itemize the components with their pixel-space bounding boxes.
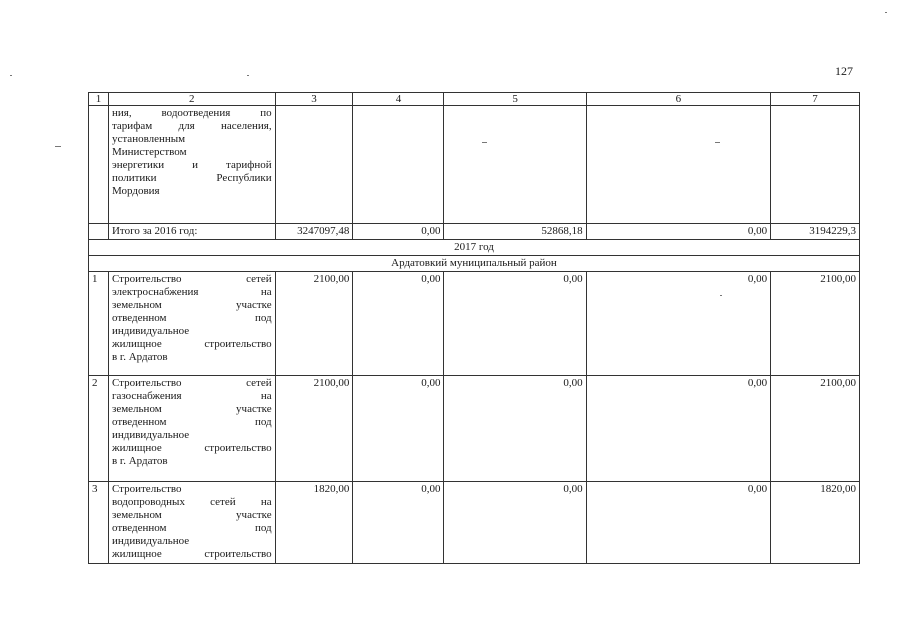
cell-value: 1820,00 bbox=[771, 482, 860, 564]
description-line: Министерством bbox=[111, 146, 187, 158]
cell-value bbox=[586, 106, 770, 224]
cell-value bbox=[353, 106, 444, 224]
header-cell: 7 bbox=[771, 93, 860, 106]
cell-value: 2100,00 bbox=[771, 376, 860, 482]
row-description bbox=[108, 272, 275, 376]
row-description bbox=[108, 376, 275, 482]
total-value: 3247097,48 bbox=[275, 224, 353, 240]
budget-table bbox=[88, 92, 860, 564]
description-line: энергетики и тарифной bbox=[111, 159, 272, 171]
description-line: Строительство сетей bbox=[111, 377, 272, 389]
table-row bbox=[89, 272, 860, 376]
total-value: 0,00 bbox=[353, 224, 444, 240]
description-line: водопроводных сетей на bbox=[111, 496, 272, 508]
cell-value: 2100,00 bbox=[771, 272, 860, 376]
description-line: Строительство bbox=[111, 483, 182, 495]
total-row bbox=[89, 224, 860, 240]
row-number bbox=[89, 224, 109, 240]
description-line: земельном участке bbox=[111, 299, 272, 311]
description-line: индивидуальное bbox=[111, 535, 190, 547]
description-line: ния, водоотведения по bbox=[111, 107, 272, 119]
scan-speck bbox=[715, 142, 720, 143]
column-number-row bbox=[89, 93, 860, 106]
scan-speck bbox=[482, 142, 487, 143]
page-number: 127 bbox=[835, 64, 853, 78]
description-line: жилищное строительство bbox=[111, 442, 272, 454]
description-line: отведенном под bbox=[111, 522, 272, 534]
cell-value bbox=[444, 106, 586, 224]
header-cell: 4 bbox=[353, 93, 444, 106]
description-line: земельном участке bbox=[111, 509, 272, 521]
total-label: Итого за 2016 год: bbox=[108, 224, 275, 240]
header-cell: 2 bbox=[108, 93, 275, 106]
row-description bbox=[108, 106, 275, 224]
cell-value: 0,00 bbox=[586, 376, 770, 482]
total-value: 52868,18 bbox=[444, 224, 586, 240]
description-line: земельном участке bbox=[111, 403, 272, 415]
district-heading-row bbox=[89, 256, 860, 272]
description-line: электроснабжения на bbox=[111, 286, 272, 298]
cell-value bbox=[275, 106, 353, 224]
cell-value: 0,00 bbox=[586, 272, 770, 376]
header-cell: 1 bbox=[89, 93, 109, 106]
year-heading-row bbox=[89, 240, 860, 256]
cell-value: 2100,00 bbox=[275, 272, 353, 376]
scan-speck bbox=[720, 295, 722, 296]
scan-speck bbox=[55, 146, 61, 147]
cell-value: 0,00 bbox=[353, 376, 444, 482]
cell-value: 2100,00 bbox=[275, 376, 353, 482]
district-heading: Ардатовкий муниципальный район bbox=[89, 256, 860, 272]
description-line: газоснабжения на bbox=[111, 390, 272, 402]
description-line: установленным bbox=[111, 133, 186, 145]
row-number: 3 bbox=[89, 482, 109, 564]
cell-value: 0,00 bbox=[586, 482, 770, 564]
cell-value: 0,00 bbox=[444, 482, 586, 564]
total-value: 3194229,3 bbox=[771, 224, 860, 240]
description-line: жилищное строительство bbox=[111, 338, 272, 350]
description-line: в г. Ардатов bbox=[111, 351, 168, 363]
description-line: Мордовия bbox=[111, 185, 160, 197]
row-number bbox=[89, 106, 109, 224]
scan-speck bbox=[885, 12, 887, 13]
cell-value bbox=[771, 106, 860, 224]
cell-value: 0,00 bbox=[444, 376, 586, 482]
description-line: политики Республики bbox=[111, 172, 272, 184]
header-cell: 3 bbox=[275, 93, 353, 106]
continuation-row bbox=[89, 106, 860, 224]
row-description bbox=[108, 482, 275, 564]
description-line: тарифам для населения, bbox=[111, 120, 272, 132]
cell-value: 0,00 bbox=[353, 482, 444, 564]
description-line: отведенном под bbox=[111, 416, 272, 428]
row-number: 1 bbox=[89, 272, 109, 376]
description-line: отведенном под bbox=[111, 312, 272, 324]
header-cell: 5 bbox=[444, 93, 586, 106]
cell-value: 0,00 bbox=[444, 272, 586, 376]
table-row bbox=[89, 482, 860, 564]
description-line: жилищное строительство bbox=[111, 548, 272, 560]
description-line: индивидуальное bbox=[111, 429, 190, 441]
cell-value: 1820,00 bbox=[275, 482, 353, 564]
table-row bbox=[89, 376, 860, 482]
description-line: в г. Ардатов bbox=[111, 455, 168, 467]
total-value: 0,00 bbox=[586, 224, 770, 240]
header-cell: 6 bbox=[586, 93, 770, 106]
cell-value: 0,00 bbox=[353, 272, 444, 376]
description-line: Строительство сетей bbox=[111, 273, 272, 285]
scan-speck bbox=[247, 75, 249, 76]
description-line: индивидуальное bbox=[111, 325, 190, 337]
row-number: 2 bbox=[89, 376, 109, 482]
year-heading: 2017 год bbox=[89, 240, 860, 256]
scan-speck bbox=[10, 75, 12, 76]
